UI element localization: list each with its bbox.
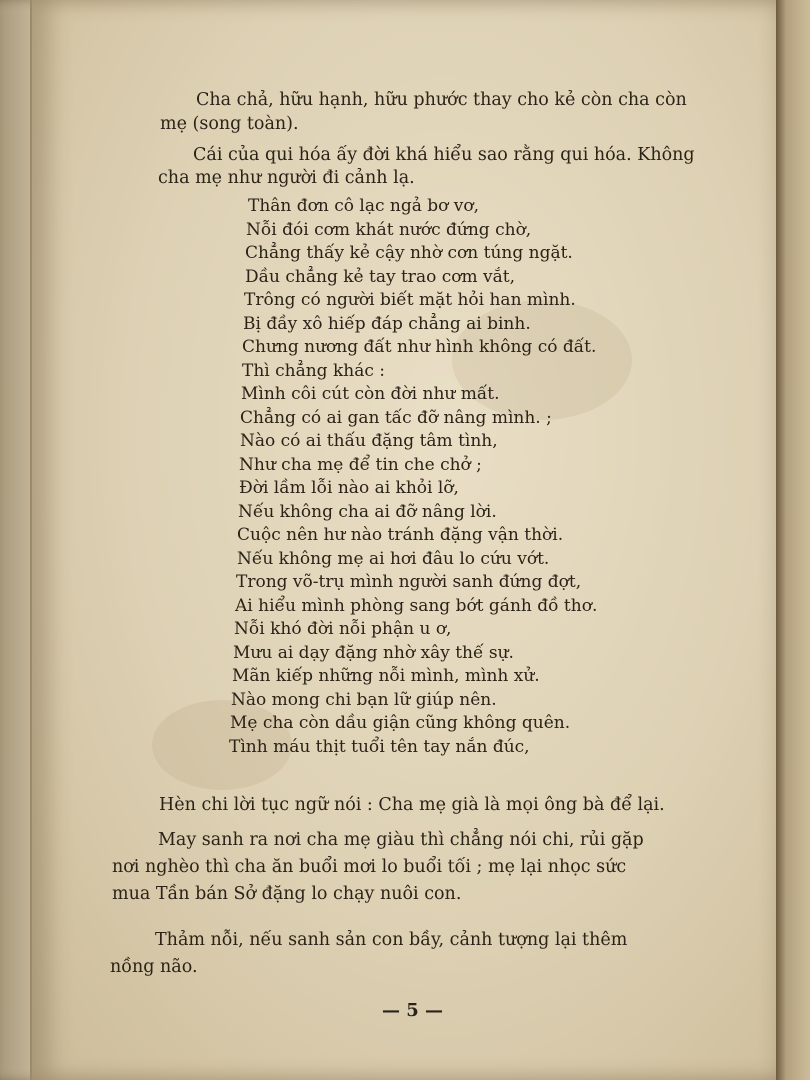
poem-line: Thì chẳng khác : [242,360,386,381]
poem-line: Nếu không mẹ ai hơi đâu lo cứu vớt. [237,548,550,569]
poem-line: Nào có ai thấu đặng tâm tình, [240,431,498,451]
poem-line: Dầu chẳng kẻ tay trao cơm vắt, [245,266,515,287]
poem-line: Trong võ-trụ mình người sanh đứng đợt, [236,572,582,592]
poem-line: Nỗi đói cơm khát nước đứng chờ, [246,219,532,240]
poem-line: Tình máu thịt tuổi tên tay nắn đúc, [229,737,530,757]
poem-line: Nỗi khó đời nỗi phận u ơ, [234,619,452,639]
paragraph-line: mua Tần bán Sở đặng lo chạy nuôi con. [112,884,462,904]
paragraph-line: mẹ (song toàn). [160,114,299,134]
poem-line: Ai hiểu mình phòng sang bớt gánh đồ thơ. [235,595,598,616]
paragraph-line: nơi nghèo thì cha ăn buổi mơi lo buổi tối ; mẹ lại nhọc sức [112,857,627,877]
poem-line: Mãn kiếp những nỗi mình, mình xử. [232,666,540,686]
poem-line: Đời lầm lỗi nào ai khỏi lỡ, [239,478,459,498]
paragraph-line: May sanh ra nơi cha mẹ giàu thì chẳng nói chi, rủi gặp [158,830,644,850]
paragraph-line: Cha chả, hữu hạnh, hữu phước thay cho kẻ còn cha còn [196,90,687,110]
poem-line: Mẹ cha còn dầu giận cũng không quên. [230,713,571,733]
poem-line: Trông có người biết mặt hỏi han mình. [244,290,576,310]
poem-line: Chưng nương đất như hình không có đất. [242,337,597,357]
poem-line: Nào mong chi bạn lữ giúp nên. [231,689,497,710]
poem-line: Bị đầy xô hiếp đáp chẳng ai binh. [243,313,531,334]
paragraph-line: cha mẹ như người đi cảnh lạ. [158,168,415,188]
poem-line: Như cha mẹ để tin che chở ; [239,454,482,475]
paragraph-line: Cái của qui hóa ấy đời khá hiểu sao rằng qui hóa. Không [193,145,695,165]
right-page-edge [776,0,810,1080]
paragraph-line: nồng não. [110,957,198,977]
poem-line: Mình côi cút còn đời như mất. [241,384,500,404]
poem-line: Nếu không cha ai đỡ nâng lời. [238,501,497,522]
paragraph-line: Thảm nỗi, nếu sanh sản con bầy, cảnh tượng lại thêm [155,930,628,950]
poem-line: Chẳng thấy kẻ cậy nhờ cơn túng ngặt. [245,243,573,263]
poem-line: Cuộc nên hư nào tránh đặng vận thời. [237,525,564,545]
poem-line: Thân đơn cô lạc ngả bơ vơ, [248,196,480,216]
page-number: — 5 — [382,1000,444,1021]
paragraph-line: Hèn chi lời tục ngữ nói : Cha mẹ già là mọi ông bà để lại. [159,795,665,815]
poem-line: Mưu ai dạy đặng nhờ xây thế sự. [233,642,514,663]
poem-line: Chẳng có ai gan tấc đỡ nâng mình. ; [240,407,552,428]
